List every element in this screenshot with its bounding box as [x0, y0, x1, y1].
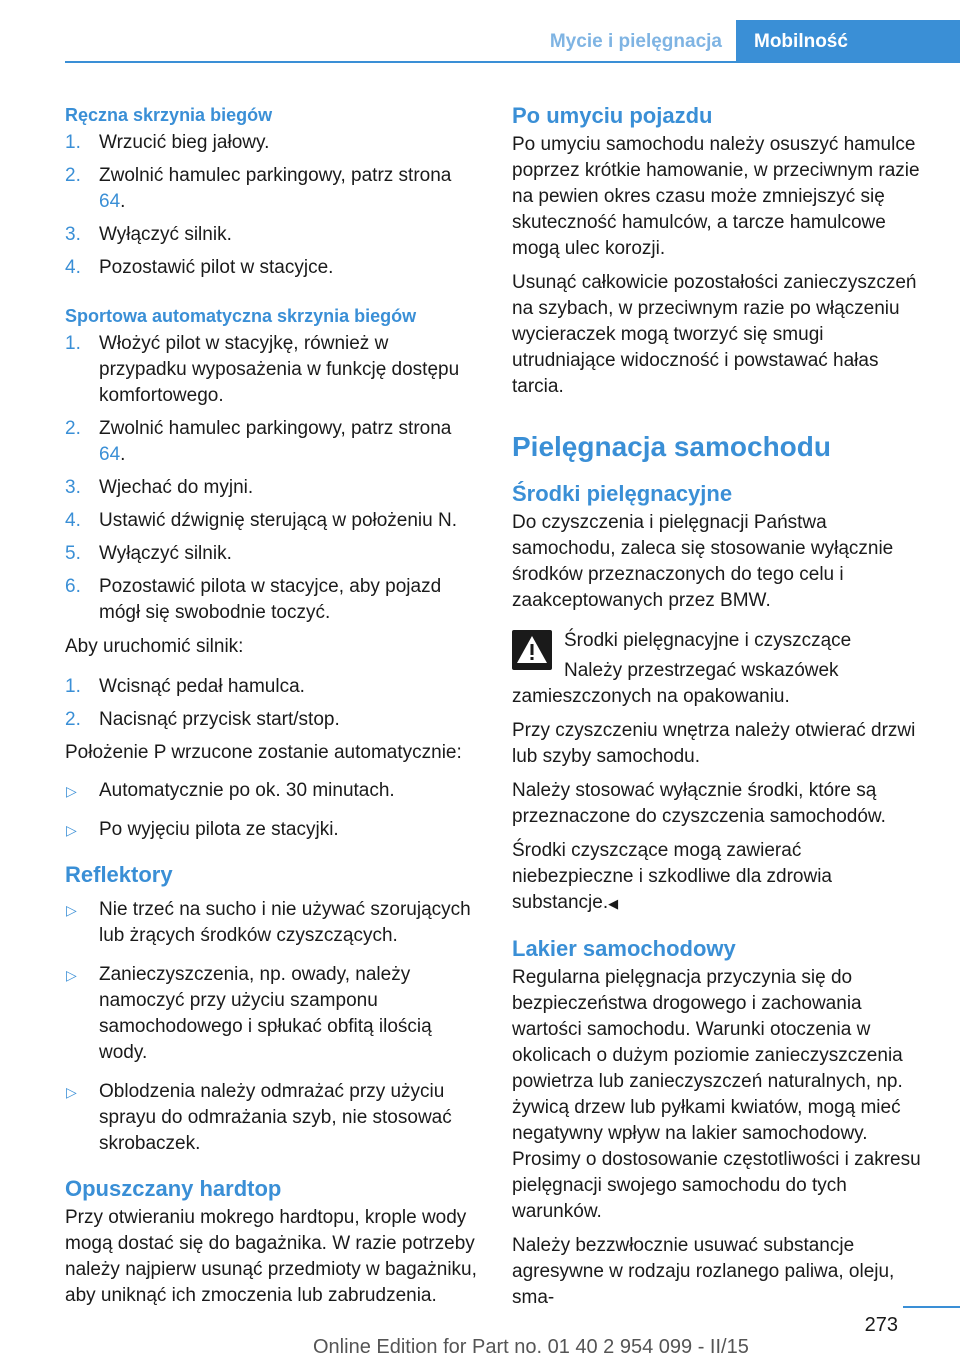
list-item: 1. Wrzucić bieg jałowy.	[65, 132, 270, 153]
paragraph: Należy stosować wyłącznie środki, które są przeznaczone do czyszczenia samochodów.	[512, 780, 886, 827]
triangle-bullet-icon: ▷	[66, 822, 77, 838]
hardtop-heading: Opuszczany hardtop	[65, 1176, 282, 1201]
list-item: 1. Wcisnąć pedał hamulca.	[65, 676, 305, 697]
end-mark-icon: ◀	[608, 896, 619, 911]
list-item: 2. Zwolnić hamulec parkingowy, patrz strona 64.	[65, 418, 452, 465]
car-care-heading: Pielęgnacja samochodu	[512, 431, 831, 462]
chapter-tab[interactable]: Mobilność	[736, 20, 960, 62]
auto-steps	[65, 331, 480, 626]
list-item: 2. Zwolnić hamulec parkingowy, patrz strona 64.	[65, 165, 452, 212]
after-wash-heading: Po umyciu pojazdu	[512, 103, 713, 128]
list-item: ▷ Automatycznie po ok. 30 minutach.	[65, 778, 480, 804]
p-position-intro: Położenie P wrzucone zostanie automatycznie:	[65, 742, 462, 763]
page-link[interactable]: 64	[99, 444, 121, 465]
paragraph: Regularna pielęgnacja przyczynia się do bezpieczeństwa drogowego i zachowania wartości samochodu. Warunki otoczenia w okolicach o dużym poziomie zanieczyszczenia powietrza lub zanieczyszczeń naturalnych, np. żywicą drzew lub pyłkami kwiatów, mogą mieć negatywny wpływ na lakier samochodowy. Prosimy o dostosowanie częstotliwości i zakresu pielęgnacji swojego samochodu do tych warunków.	[512, 967, 921, 1222]
manual-steps	[65, 130, 480, 281]
list-item: 5. Wyłączyć silnik.	[65, 543, 232, 564]
list-item: 4. Pozostawić pilot w stacyjce.	[65, 257, 334, 278]
page-link[interactable]: 64	[99, 191, 121, 212]
list-item: 4. Ustawić dźwignię sterującą w położeniu N.	[65, 510, 457, 531]
p-position-bullets	[65, 778, 480, 843]
paint-heading: Lakier samochodowy	[512, 936, 736, 961]
footer-rule	[903, 1306, 960, 1308]
edition-note: Online Edition for Part no. 01 40 2 954 099 - II/15	[313, 1336, 749, 1358]
left-column	[65, 102, 480, 1317]
care-agents-heading: Środki pielęgnacyjne	[512, 481, 733, 506]
list-item: 2. Nacisnąć przycisk start/stop.	[65, 709, 340, 730]
triangle-bullet-icon: ▷	[66, 902, 77, 918]
warning-text: Należy przestrzegać wskazówek zamieszczonych na opakowaniu.	[512, 660, 839, 707]
triangle-bullet-icon: ▷	[66, 967, 77, 983]
headlights-bullets	[65, 897, 480, 1157]
warning-note	[512, 628, 928, 654]
warning-icon	[512, 630, 552, 670]
list-item: 3. Wjechać do myjni.	[65, 477, 254, 498]
paragraph: Środki czyszczące mogą zawierać niebezpieczne i szkodliwe dla zdrowia substancje.◀	[512, 840, 833, 913]
paragraph: Należy bezzwłocznie usuwać substancje agresywne w rodzaju rozlanego paliwa, oleju, sma-	[512, 1235, 895, 1308]
right-column	[512, 102, 928, 1319]
hardtop-text: Przy otwieraniu mokrego hardtopu, krople wody mogą dostać się do bagażnika. W razie potrzeby należy najpierw usunąć przedmioty w bagażniku, aby uniknąć ich zmoczenia lub zabrudzenia.	[65, 1207, 477, 1306]
warning-title: Środki pielęgnacyjne i czyszczące	[564, 630, 852, 651]
page-number: 273	[864, 1314, 898, 1336]
header-rule	[65, 61, 960, 63]
list-item: 3. Wyłączyć silnik.	[65, 224, 232, 245]
paragraph: Usunąć całkowicie pozostałości zanieczyszczeń na szybach, w przeciwnym razie po włączeniu wycieraczek mogą tworzyć się smugi utrudniające widoczność i powstawać hałas tarcia.	[512, 272, 917, 397]
paragraph: Do czyszczenia i pielęgnacji Państwa samochodu, zaleca się stosowanie wyłącznie środków przeznaczonych do tego celu i zaakceptowanych przez BMW.	[512, 512, 894, 611]
headlights-heading: Reflektory	[65, 862, 173, 887]
list-item: ▷ Po wyjęciu pilota ze stacyjki.	[65, 817, 480, 843]
list-item: ▷ Nie trzeć na sucho i nie używać szorujących lub żrących środków czyszczących.	[66, 899, 471, 946]
paragraph: Po umyciu samochodu należy osuszyć hamulce poprzez krótkie hamowanie, w przeciwnym razie na pewien okres czasu może zmniejszyć się skuteczność hamulców, a tarcze hamulcowe mogą ulec korozji.	[512, 134, 920, 259]
start-intro: Aby uruchomić silnik:	[65, 636, 244, 657]
list-item: ▷ Oblodzenia należy odmrażać przy użyciu sprayu do odmrażania szyb, nie stosować skrobaczek.	[66, 1081, 452, 1154]
manual-gearbox-heading: Ręczna skrzynia biegów	[65, 105, 273, 125]
triangle-bullet-icon: ▷	[66, 783, 77, 799]
page-header	[0, 0, 960, 62]
page-footer	[65, 1306, 960, 1362]
start-steps	[65, 674, 480, 733]
list-item: 6. Pozostawić pilota w stacyjce, aby pojazd mógł się swobodnie toczyć.	[65, 576, 442, 623]
paragraph: Przy czyszczeniu wnętrza należy otwierać drzwi lub szyby samochodu.	[512, 720, 916, 767]
triangle-bullet-icon: ▷	[66, 1084, 77, 1100]
list-item: 1. Włożyć pilot w stacyjkę, również w przypadku wyposażenia w funkcję dostępu komfortowego.	[65, 333, 460, 406]
list-item: ▷ Zanieczyszczenia, np. owady, należy namoczyć przy użyciu szamponu samochodowego i spłukać obfitą ilością wody.	[66, 964, 432, 1063]
sport-auto-heading: Sportowa automatyczna skrzynia biegów	[65, 306, 417, 326]
section-title: Mycie i pielęgnacja	[549, 31, 722, 52]
